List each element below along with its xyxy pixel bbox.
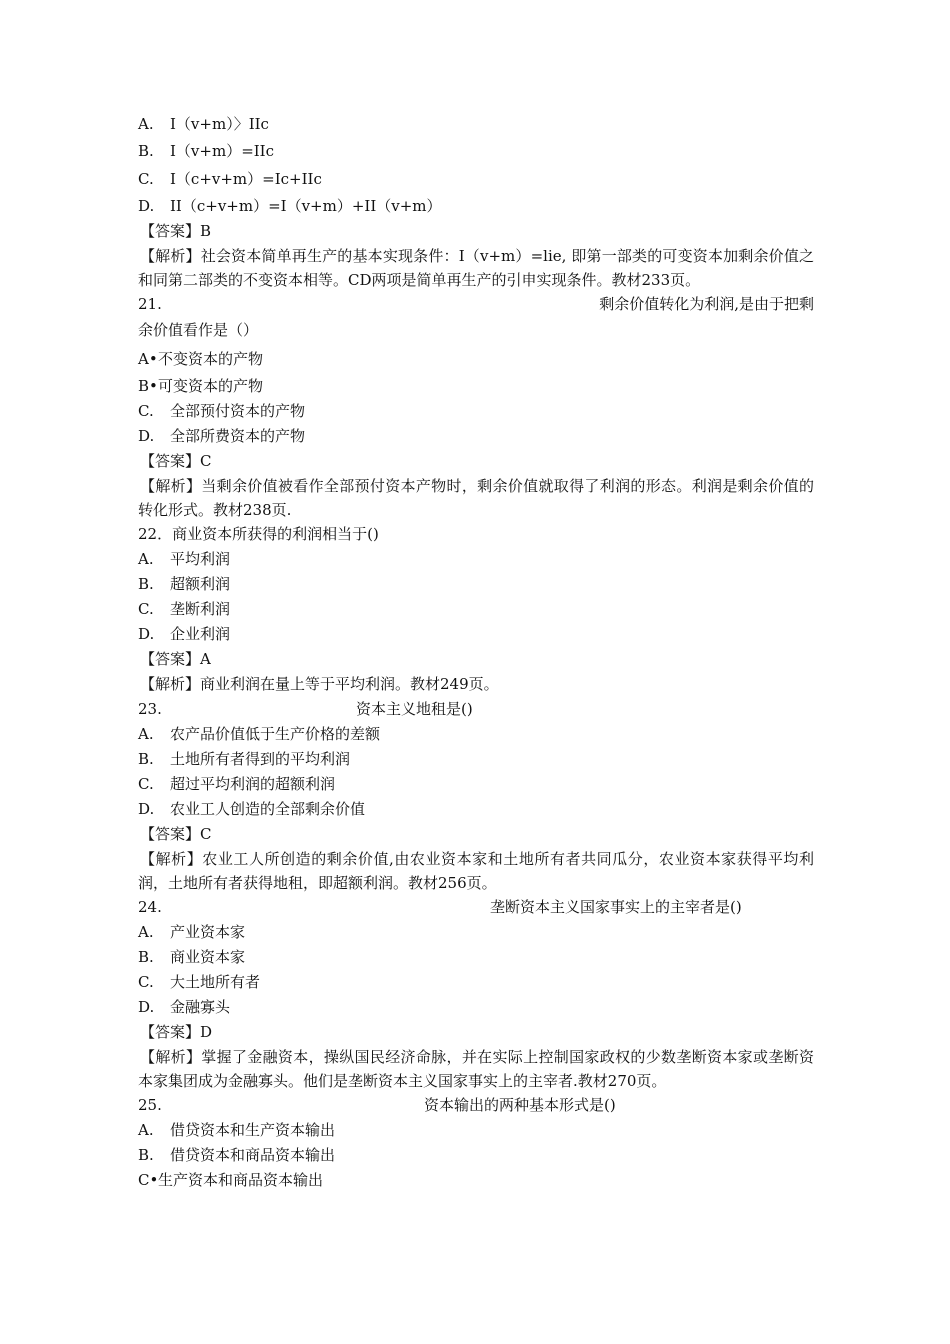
option-text: 企业利润 (170, 625, 231, 643)
option-d (138, 194, 814, 219)
question-number: 24. (138, 898, 162, 916)
option-text: 产业资本家 (170, 923, 246, 941)
option-b (138, 374, 814, 399)
option-letter: A. (138, 115, 154, 133)
question-text: 剩余价值转化为利润,是由于把剩 (599, 295, 814, 313)
option-c (138, 597, 814, 622)
option-letter: D. (138, 625, 155, 643)
option-text: I（v+m）〉IIc (170, 115, 269, 133)
option-text: 超过平均利润的超额利润 (170, 775, 336, 793)
question-text: 垄断资本主义国家事实上的主宰者是() (490, 898, 742, 916)
question-text-continued: 余价值看作是（） (138, 321, 259, 339)
analysis: 【解析】当剩余价值被看作全部预付资本产物时，剩余价值就取得了利润的形态。利润是剩余价值的转化形式。教材238页. (138, 477, 814, 519)
option-c (138, 399, 814, 424)
option-d (138, 797, 814, 822)
question-stem (138, 895, 814, 920)
document-page (138, 110, 814, 1193)
option-a (138, 920, 814, 945)
option-c (138, 772, 814, 797)
question-number: 23. (138, 700, 162, 718)
answer: 【答案】B (140, 222, 212, 240)
option-letter: B. (138, 1146, 154, 1164)
analysis: 【解析】掌握了金融资本，操纵国民经济命脉，并在实际上控制国家政权的少数垄断资本家或垄断资本家集团成为金融寡头。他们是垄断资本主义国家事实上的主宰者.教材270页。 (138, 1048, 814, 1090)
option-text: 借贷资本和商品资本输出 (170, 1146, 336, 1164)
option-text: 生产资本和商品资本输出 (158, 1171, 324, 1189)
answer: 【答案】D (140, 1023, 213, 1041)
option-a (138, 1118, 814, 1143)
option-text: I（v+m）=IIc (170, 142, 275, 160)
question-stem (138, 292, 814, 317)
option-text: 商业资本家 (170, 948, 246, 966)
question-stem (138, 1093, 814, 1118)
option-b (138, 945, 814, 970)
option-letter: D. (138, 998, 155, 1016)
option-text: 全部预付资本的产物 (170, 402, 306, 420)
analysis: 【解析】农业工人所创造的剩余价值,由农业资本家和土地所有者共同瓜分，农业资本家获得平均利润，土地所有者获得地租，即超额利润。教材256页。 (138, 850, 814, 892)
option-text: 垄断利润 (170, 600, 231, 618)
option-text: 农业工人创造的全部剩余价值 (170, 800, 366, 818)
option-c (138, 165, 814, 194)
option-letter: B. (138, 575, 154, 593)
analysis: 【解析】商业利润在量上等于平均利润。教材249页。 (140, 675, 499, 693)
option-d (138, 424, 814, 449)
option-letter: A• (138, 350, 158, 368)
option-b (138, 138, 814, 165)
option-d (138, 995, 814, 1020)
analysis: 【解析】社会资本简单再生产的基本实现条件：I（v+m）=lie, 即第一部类的可变资本加剩余价值之和同第二部类的不变资本相等。CD两项是简单再生产的引申实现条件。教材233页。 (138, 247, 814, 289)
question-text: 资本主义地租是() (356, 700, 473, 718)
answer: 【答案】C (140, 452, 212, 470)
option-d (138, 622, 814, 647)
option-b (138, 1143, 814, 1168)
option-a (138, 547, 814, 572)
option-b (138, 747, 814, 772)
option-a (138, 722, 814, 747)
option-text: 可变资本的产物 (158, 377, 264, 395)
option-letter: D. (138, 427, 155, 445)
option-text: 超额利润 (170, 575, 231, 593)
question-text: 资本输出的两种基本形式是() (424, 1096, 616, 1114)
option-text: I（c+v+m）=Ic+IIc (170, 170, 322, 188)
question-number: 21. (138, 295, 162, 313)
option-letter: A. (138, 1121, 154, 1139)
answer: 【答案】A (140, 650, 211, 668)
option-letter: B. (138, 750, 154, 768)
option-text: 不变资本的产物 (158, 350, 264, 368)
option-letter: D. (138, 800, 155, 818)
option-letter: B• (138, 377, 158, 395)
option-text: 土地所有者得到的平均利润 (170, 750, 351, 768)
option-letter: D. (138, 197, 155, 215)
option-letter: C. (138, 170, 154, 188)
option-letter: C• (138, 1171, 159, 1189)
option-text: 借贷资本和生产资本输出 (170, 1121, 336, 1139)
option-letter: A. (138, 923, 154, 941)
option-text: 平均利润 (170, 550, 231, 568)
option-b (138, 572, 814, 597)
question-stem (138, 697, 814, 722)
option-letter: A. (138, 550, 154, 568)
question-number: 25. (138, 1096, 162, 1114)
option-text: 大土地所有者 (170, 973, 261, 991)
option-text: 全部所费资本的产物 (170, 427, 306, 445)
option-text: II（c+v+m）=I（v+m）+II（v+m） (170, 197, 442, 215)
option-c (138, 970, 814, 995)
answer: 【答案】C (140, 825, 212, 843)
option-letter: C. (138, 402, 154, 420)
option-letter: C. (138, 600, 154, 618)
option-a (138, 110, 814, 138)
option-a (138, 344, 814, 374)
option-text: 农产品价值低于生产价格的差额 (170, 725, 381, 743)
question-stem: 22．商业资本所获得的利润相当于() (138, 525, 379, 543)
option-letter: A. (138, 725, 154, 743)
option-c (138, 1168, 814, 1193)
option-letter: C. (138, 973, 154, 991)
option-text: 金融寡头 (170, 998, 231, 1016)
option-letter: B. (138, 948, 154, 966)
option-letter: B. (138, 142, 154, 160)
option-letter: C. (138, 775, 154, 793)
